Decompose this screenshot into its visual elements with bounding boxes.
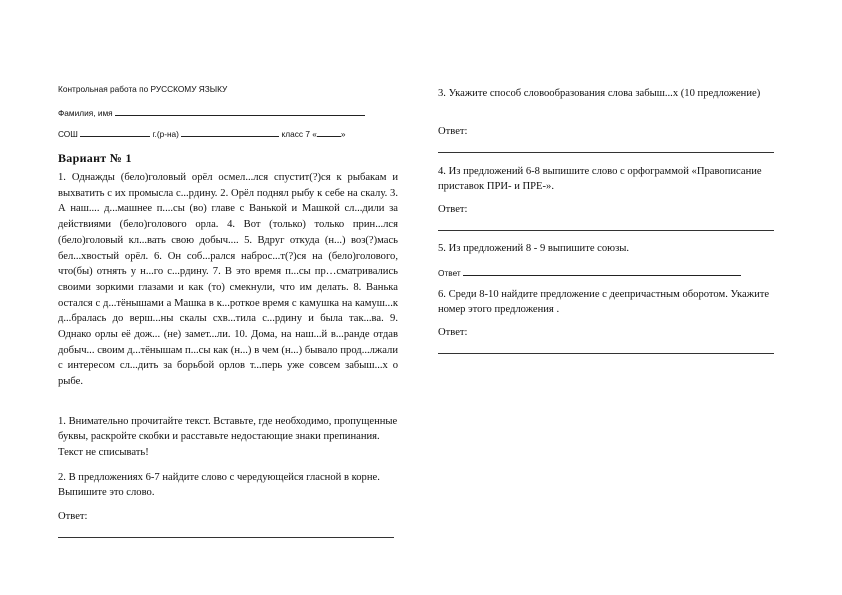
- worksheet-title: Контрольная работа по РУССКОМУ ЯЗЫКУ: [58, 84, 228, 94]
- task-1: 1. Внимательно прочитайте текст. Вставьте, где необходимо, пропущенные буквы, раскройте скобки и расставьте недостающие знаки препинания. Текст не списывать!: [58, 416, 398, 458]
- school-field[interactable]: [80, 128, 150, 137]
- class-label-end: »: [340, 129, 346, 139]
- answer-line-4[interactable]: [438, 230, 774, 231]
- answer-label-3: Ответ:: [438, 126, 468, 137]
- name-label: Фамилия, имя: [58, 108, 113, 118]
- task-4: 4. Из предложений 6-8 выпишите слово с орфограммой «Правописание приставок ПРИ- и ПРЕ-».: [438, 166, 762, 193]
- task-6: 6. Среди 8-10 найдите предложение с деепричастным оборотом. Укажите номер этого предложения .: [438, 289, 770, 316]
- class-label: класс 7 «: [281, 129, 317, 139]
- answer-label-4: Ответ:: [438, 204, 468, 215]
- answer-label-5: Ответ: [438, 268, 461, 278]
- class-field[interactable]: [317, 128, 341, 137]
- name-field[interactable]: [115, 107, 365, 116]
- variant-heading: Вариант № 1: [58, 151, 132, 165]
- name-line: [58, 107, 365, 118]
- exercise-text: 1. Однажды (бело)головый орёл осмел...лся спустит(?)ся к рыбакам и выхватить с их промысла с...рдину. 2. Орёл поднял рыбу к себе на скалу. 3. А наш.... д...машнее п....сы (во) главе с Ванькой и Машкой сл...дили за действиями (бело)голового орла. 4. Вот (только) только прин...лся (бело)головый кл...вать свою добыч.... 5. Вдруг откуда (н...) воз(?)мась бел...хвостый орёл. 6. Он соб...рался наброс...т(?)ся на (бело)голового, что(бы) отнять у н...го с...рдину. 7. В это время п...сы пр…сматривались своими зоркими глазами и как (то) смекнули, что им делать. 8. Ванька остался с д...тёнышами а Машка в к...роткое время с камушка на камуш...к д...бралась до верш...ны скалы схв...тила с...рдину и была так...ва. 9. Однако орлы её дож... (не) замет...ли. 10. Дома, на наш...й в...ранде отдав добыч... своим д...тёнышам п...сы как (н...) в чем (н...) бывало прод...лжали с интересом сл...дить за борьбой орлов т...перь уже совсем забыш...х о рыбе.: [58, 172, 398, 388]
- answer-label-2: Ответ:: [58, 511, 88, 522]
- answer-label-6: Ответ:: [438, 327, 468, 338]
- task-5: 5. Из предложений 8 - 9 выпишите союзы.: [438, 243, 630, 254]
- city-field[interactable]: [181, 128, 279, 137]
- task-3: 3. Укажите способ словообразования слова забыш...х (10 предложение): [438, 88, 761, 99]
- answer-line-6[interactable]: [438, 353, 774, 354]
- school-label: СОШ: [58, 129, 78, 139]
- answer-line-3[interactable]: [438, 152, 774, 153]
- answer-field-5[interactable]: [463, 267, 741, 276]
- task-2: 2. В предложениях 6-7 найдите слово с чередующейся гласной в корне. Выпишите это слово.: [58, 472, 380, 499]
- answer-line-2[interactable]: [58, 537, 394, 538]
- school-line: [58, 128, 346, 139]
- answer-line-5-wrap: [438, 267, 741, 278]
- city-label: г.(р-на): [152, 129, 179, 139]
